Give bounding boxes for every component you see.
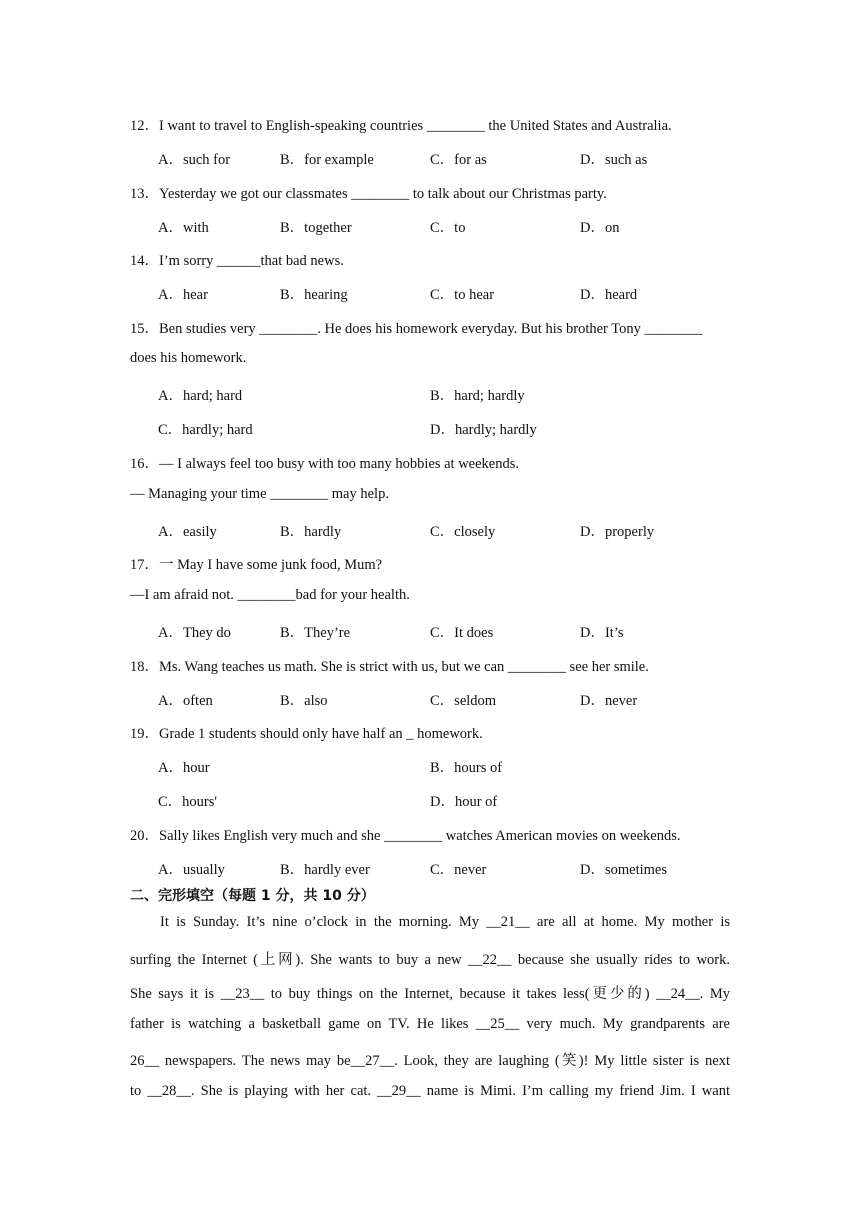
question-13-option-b[interactable]: B．together	[280, 220, 352, 236]
question-14-option-b[interactable]: B．hearing	[280, 287, 348, 303]
question-12-option-c[interactable]: C．for as	[430, 152, 487, 168]
question-12-option-b[interactable]: B．for example	[280, 152, 374, 168]
question-15-option-a[interactable]: A．hard; hard	[158, 388, 243, 404]
question-16-stem: 16．— I always feel too busy with too many hobbies at weekends.	[130, 456, 520, 472]
question-17-option-a[interactable]: A．They do	[158, 625, 231, 641]
question-19-option-d[interactable]: D．hour of	[430, 794, 498, 810]
passage-line-4: father is watching a basketball game on TV. He likes __25__ very much. My grandparents are	[130, 1016, 730, 1032]
question-16-stem-continued: — Managing your time ________ may help.	[130, 486, 389, 502]
question-14-option-c[interactable]: C．to hear	[430, 287, 495, 303]
question-17-option-c[interactable]: C．It does	[430, 625, 494, 641]
passage-line-3: She says it is __23__ to buy things on the Internet, because it takes less(更少的) __24__. My	[130, 986, 730, 1002]
question-16-option-d[interactable]: D．properly	[580, 524, 655, 540]
question-19-option-a[interactable]: A．hour	[158, 760, 210, 776]
question-17-option-b[interactable]: B．They’re	[280, 625, 351, 641]
question-13-stem: 13．Yesterday we got our classmates ________ to talk about our Christmas party.	[130, 186, 607, 202]
question-16-option-c[interactable]: C．closely	[430, 524, 496, 540]
question-15-option-b[interactable]: B．hard; hardly	[430, 388, 525, 404]
question-17-option-d[interactable]: D．It’s	[580, 625, 624, 641]
question-12-stem: 12．I want to travel to English-speaking countries ________ the United States and Australia.	[130, 118, 672, 134]
question-13-option-c[interactable]: C．to	[430, 220, 466, 236]
question-12-option-a[interactable]: A．such for	[158, 152, 231, 168]
question-18-option-a[interactable]: A．often	[158, 693, 213, 709]
question-14-option-a[interactable]: A．hear	[158, 287, 208, 303]
question-15-stem-continued: does his homework.	[130, 350, 247, 366]
question-16-option-a[interactable]: A．easily	[158, 524, 217, 540]
question-13-option-a[interactable]: A．with	[158, 220, 209, 236]
question-14-option-d[interactable]: D．heard	[580, 287, 638, 303]
question-15-option-d[interactable]: D．hardly; hardly	[430, 422, 537, 438]
question-13-option-d[interactable]: D．on	[580, 220, 620, 236]
passage-line-2: surfing the Internet (上网). She wants to buy a new __22__ because she usually rides to work.	[130, 952, 730, 968]
question-19-stem: 19．Grade 1 students should only have half an _ homework.	[130, 726, 483, 742]
question-16-option-b[interactable]: B．hardly	[280, 524, 342, 540]
question-18-option-c[interactable]: C．seldom	[430, 693, 497, 709]
question-18-option-b[interactable]: B．also	[280, 693, 328, 709]
question-19-option-b[interactable]: B．hours of	[430, 760, 503, 776]
passage-line-5: 26__ newspapers. The news may be__27__. Look, they are laughing (笑)! My little sister is next	[130, 1053, 730, 1069]
question-12-option-d[interactable]: D．such as	[580, 152, 648, 168]
section-heading-cloze: 二、完形填空（每题 1 分，共 10 分）	[130, 888, 375, 904]
question-17-stem: 17．一 May I have some junk food, Mum?	[130, 557, 383, 573]
passage-line-6: to __28__. She is playing with her cat. __29__ name is Mimi. I’m calling my friend Jim. I want	[130, 1083, 730, 1099]
question-19-option-c[interactable]: C．hours'	[158, 794, 218, 810]
question-18-stem: 18．Ms. Wang teaches us math. She is strict with us, but we can ________ see her smile.	[130, 659, 649, 675]
question-17-stem-continued: —I am afraid not. ________bad for your health.	[130, 587, 410, 603]
passage-line-1: It is Sunday. It’s nine o’clock in the morning. My __21__ are all at home. My mother is	[160, 914, 730, 930]
question-15-stem: 15．Ben studies very ________. He does his homework everyday. But his brother Tony ________	[130, 321, 703, 337]
question-18-option-d[interactable]: D．never	[580, 693, 638, 709]
question-20-option-a[interactable]: A．usually	[158, 862, 225, 878]
question-20-option-b[interactable]: B．hardly ever	[280, 862, 370, 878]
question-15-option-c[interactable]: C．hardly; hard	[158, 422, 253, 438]
question-20-option-c[interactable]: C．never	[430, 862, 487, 878]
question-20-stem: 20．Sally likes English very much and she ________ watches American movies on weekends.	[130, 828, 681, 844]
question-20-option-d[interactable]: D．sometimes	[580, 862, 667, 878]
question-14-stem: 14．I’m sorry ______that bad news.	[130, 253, 344, 269]
